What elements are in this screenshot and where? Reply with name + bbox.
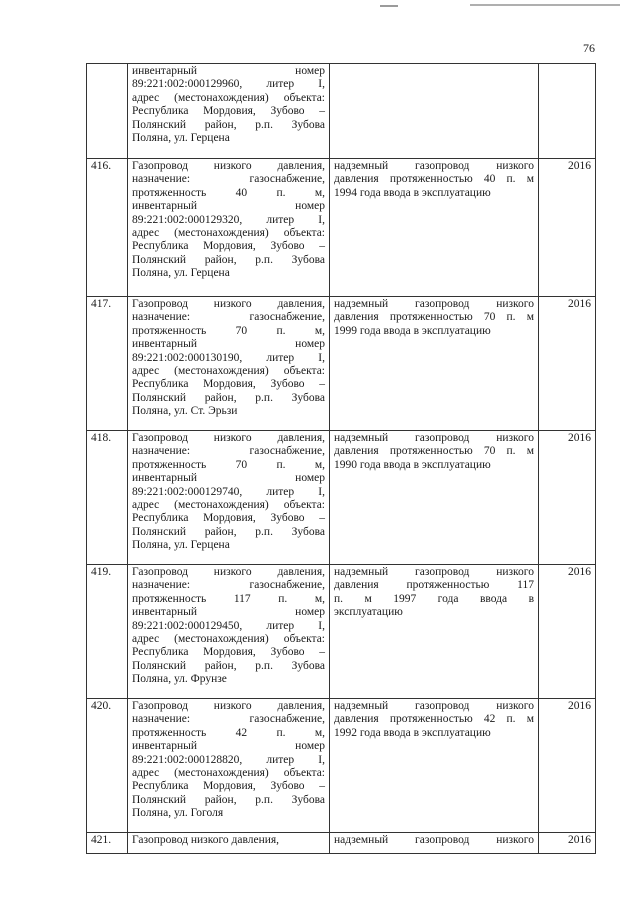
description-line: инвентарный номер — [132, 65, 325, 77]
description-line: инвентарный номер — [132, 472, 325, 485]
description-line: Республика Мордовия, Зубово – — [132, 240, 325, 253]
characteristics-line: надземный газопровод низкого — [334, 566, 534, 578]
characteristics-line: эксплуатацию — [334, 606, 403, 619]
description-line: Газопровод низкого давления, — [132, 432, 325, 444]
description-line: адрес (местонахождения) объекта: — [132, 91, 325, 104]
description-line: Республика Мордовия, Зубово – — [132, 512, 325, 525]
table-row — [87, 833, 596, 854]
object-description-cell — [128, 64, 330, 159]
description-line: назначение: газоснабжение, — [132, 445, 325, 458]
description-line: Поляна, ул. Гоголя — [132, 807, 224, 820]
object-characteristics-cell — [330, 297, 539, 431]
scan-artifact-top-right — [470, 4, 620, 6]
description-line: Полянский район, р.п. Зубова — [132, 793, 325, 806]
characteristics-line: надземный газопровод низкого — [334, 160, 534, 172]
description-line: адрес (местонахождения) объекта: — [132, 365, 325, 378]
table-row — [87, 431, 596, 565]
row-number-cell: 417. — [87, 297, 128, 431]
characteristics-line: давления протяженностью 40 п. м — [334, 173, 534, 186]
description-line: назначение: газоснабжение, — [132, 311, 325, 324]
description-line: протяженность 117 п. м, — [132, 592, 325, 605]
row-number-cell — [87, 64, 128, 159]
description-line: адрес (местонахождения) объекта: — [132, 499, 325, 512]
description-line: Газопровод низкого давления, — [132, 700, 325, 712]
characteristics-line: надземный газопровод низкого — [334, 834, 534, 846]
characteristics-line: 1992 года ввода в эксплуатацию — [334, 726, 491, 739]
row-number-cell: 418. — [87, 431, 128, 565]
characteristics-line: надземный газопровод низкого — [334, 298, 534, 310]
description-line: инвентарный номер — [132, 606, 325, 619]
characteristics-line: давления протяженностью 70 п. м — [334, 445, 534, 458]
row-number-cell: 416. — [87, 159, 128, 297]
characteristics-line: давления протяженностью 117 — [334, 579, 534, 592]
table-row — [87, 159, 596, 297]
description-line: Республика Мордовия, Зубово – — [132, 780, 325, 793]
description-line: 89:221:002:000129960, литер I, — [132, 78, 325, 91]
description-line: протяженность 42 п. м, — [132, 726, 325, 739]
object-description-cell — [128, 565, 330, 699]
description-line: Полянский район, р.п. Зубова — [132, 391, 325, 404]
description-line: Газопровод низкого давления, — [132, 566, 325, 578]
year-cell: 2016 — [539, 833, 596, 854]
description-line: 89:221:002:000129320, литер I, — [132, 213, 325, 226]
description-line: Полянский район, р.п. Зубова — [132, 659, 325, 672]
registry-table-body — [87, 64, 596, 854]
characteristics-line: надземный газопровод низкого — [334, 700, 534, 712]
description-line: назначение: газоснабжение, — [132, 713, 325, 726]
object-description-cell — [128, 431, 330, 565]
characteristics-line: 1990 года ввода в эксплуатацию — [334, 458, 491, 471]
table-row — [87, 565, 596, 699]
description-line: 89:221:002:000128820, литер I, — [132, 753, 325, 766]
characteristics-line: п. м 1997 года ввода в — [334, 592, 534, 605]
characteristics-line: давления протяженностью 42 п. м — [334, 713, 534, 726]
description-line: Поляна, ул. Герцена — [132, 132, 230, 145]
description-line: Полянский район, р.п. Зубова — [132, 118, 325, 131]
description-line: протяженность 40 п. м, — [132, 186, 325, 199]
object-description-cell — [128, 699, 330, 833]
object-characteristics-cell — [330, 833, 539, 854]
characteristics-line: 1994 года ввода в эксплуатацию — [334, 186, 491, 199]
description-line: Газопровод низкого давления, — [132, 298, 325, 310]
description-line: Поляна, ул. Фрунзе — [132, 673, 227, 686]
characteristics-line: 1999 года ввода в эксплуатацию — [334, 324, 491, 337]
description-line: Газопровод низкого давления, — [132, 160, 325, 172]
table-row — [87, 699, 596, 833]
table-row — [87, 297, 596, 431]
description-line: адрес (местонахождения) объекта: — [132, 633, 325, 646]
object-characteristics-cell — [330, 159, 539, 297]
description-line: Газопровод низкого давления, — [132, 834, 280, 846]
scan-artifact-top — [380, 5, 398, 7]
registry-table — [86, 63, 596, 854]
year-cell: 2016 — [539, 297, 596, 431]
description-line: инвентарный номер — [132, 740, 325, 753]
description-line: адрес (местонахождения) объекта: — [132, 227, 325, 240]
description-line: Поляна, ул. Герцена — [132, 539, 230, 552]
year-cell: 2016 — [539, 699, 596, 833]
row-number-cell: 421. — [87, 833, 128, 854]
year-cell: 2016 — [539, 159, 596, 297]
object-description-cell — [128, 159, 330, 297]
description-line: 89:221:002:000129740, литер I, — [132, 485, 325, 498]
description-line: Полянский район, р.п. Зубова — [132, 253, 325, 266]
year-cell — [539, 64, 596, 159]
table-row — [87, 64, 596, 159]
description-line: протяженность 70 п. м, — [132, 458, 325, 471]
description-line: назначение: газоснабжение, — [132, 173, 325, 186]
year-cell: 2016 — [539, 565, 596, 699]
description-line: Республика Мордовия, Зубово – — [132, 105, 325, 118]
object-description-cell — [128, 833, 330, 854]
description-line: 89:221:002:000130190, литер I, — [132, 351, 325, 364]
object-characteristics-cell — [330, 565, 539, 699]
description-line: Республика Мордовия, Зубово – — [132, 378, 325, 391]
object-characteristics-cell — [330, 431, 539, 565]
characteristics-line: давления протяженностью 70 п. м — [334, 311, 534, 324]
description-line: инвентарный номер — [132, 200, 325, 213]
description-line: Поляна, ул. Герцена — [132, 267, 230, 280]
year-cell: 2016 — [539, 431, 596, 565]
description-line: Поляна, ул. Ст. Эрьзи — [132, 405, 238, 418]
description-line: адрес (местонахождения) объекта: — [132, 767, 325, 780]
object-characteristics-cell — [330, 699, 539, 833]
description-line: Полянский район, р.п. Зубова — [132, 525, 325, 538]
object-characteristics-cell — [330, 64, 539, 159]
description-line: 89:221:002:000129450, литер I, — [132, 619, 325, 632]
object-description-cell — [128, 297, 330, 431]
description-line: инвентарный номер — [132, 338, 325, 351]
description-line: Республика Мордовия, Зубово – — [132, 646, 325, 659]
row-number-cell: 420. — [87, 699, 128, 833]
page-number: 76 — [583, 41, 595, 55]
description-line: протяженность 70 п. м, — [132, 324, 325, 337]
characteristics-line: надземный газопровод низкого — [334, 432, 534, 444]
description-line: назначение: газоснабжение, — [132, 579, 325, 592]
row-number-cell: 419. — [87, 565, 128, 699]
